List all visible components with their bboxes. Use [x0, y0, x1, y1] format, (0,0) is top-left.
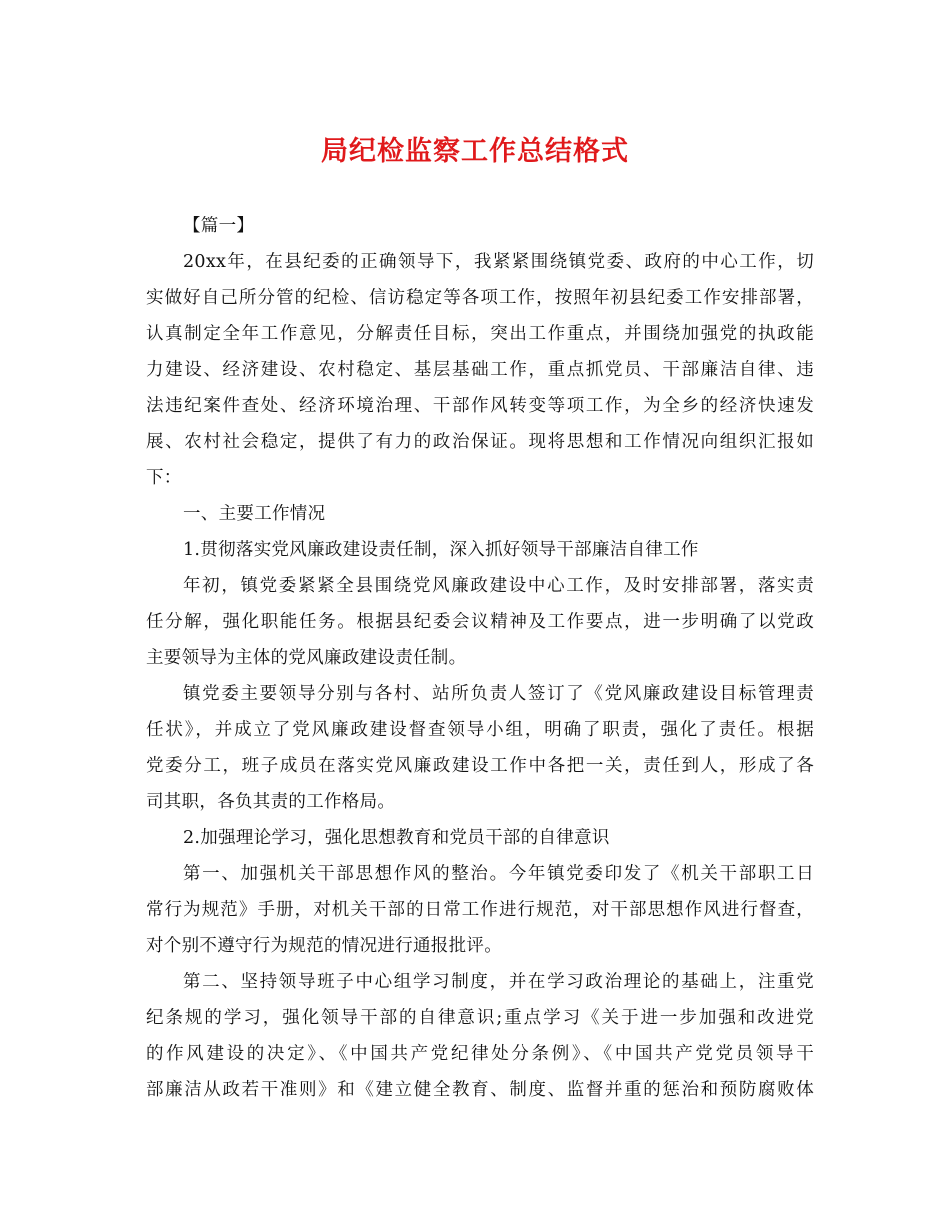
text-line: 法违纪案件查处、经济环境治理、干部作风转变等项工作，为全乡的经济快速发: [146, 396, 814, 416]
text-line: 第二、坚持领导班子中心组学习制度，并在学习政治理论的基础上，注重党: [183, 972, 814, 992]
text-line: 对个别不遵守行为规范的情况进行通报批评。: [146, 936, 502, 956]
document-title: 局纪检监察工作总结格式: [321, 136, 629, 167]
text-line: 展、农村社会稳定，提供了有力的政治保证。现将思想和工作情况向组织汇报如: [146, 432, 814, 452]
text-line: 镇党委主要领导分别与各村、站所负责人签订了《党风廉政建设目标管理责: [183, 684, 814, 704]
text-line: 20xx年，在县纪委的正确领导下，我紧紧围绕镇党委、政府的中心工作，切: [183, 252, 814, 272]
text-line: 的作风建设的决定》、《中国共产党纪律处分条例》、《中国共产党党员领导干: [146, 1044, 814, 1064]
text-line: 一、主要工作情况: [183, 504, 326, 524]
text-line: 任分解，强化职能任务。根据县纪委会议精神及工作要点，进一步明确了以党政: [146, 612, 814, 632]
text-line: 1.贯彻落实党风廉政建设责任制，深入抓好领导干部廉洁自律工作: [183, 540, 699, 560]
text-line: 主要领导为主体的党风廉政建设责任制。: [146, 648, 467, 668]
text-line: 【篇一】: [183, 216, 255, 236]
text-line: 常行为规范》手册，对机关干部的日常工作进行规范，对干部思想作风进行督查，: [146, 900, 814, 920]
text-line: 司其职，各负其责的工作格局。: [146, 792, 396, 812]
text-line: 实做好自己所分管的纪检、信访稳定等各项工作，按照年初县纪委工作安排部署，: [146, 288, 814, 308]
text-line: 党委分工，班子成员在落实党风廉政建设工作中各把一关，责任到人，形成了各: [146, 756, 814, 776]
text-line: 第一、加强机关干部思想作风的整治。今年镇党委印发了《机关干部职工日: [183, 864, 814, 884]
text-line: 任状》，并成立了党风廉政建设督查领导小组，明确了职责，强化了责任。根据: [146, 720, 814, 740]
text-line: 认真制定全年工作意见，分解责任目标，突出工作重点，并围绕加强党的执政能: [146, 324, 814, 344]
text-line: 力建设、经济建设、农村稳定、基层基础工作，重点抓党员、干部廉洁自律、违: [146, 360, 814, 380]
text-line: 下：: [146, 468, 182, 488]
document-body: [146, 208, 814, 1108]
text-line: 年初，镇党委紧紧全县围绕党风廉政建设中心工作，及时安排部署，落实责: [183, 576, 814, 596]
text-line: 2.加强理论学习，强化思想教育和党员干部的自律意识: [183, 828, 610, 848]
text-line: 纪条规的学习，强化领导干部的自律意识;重点学习《关于进一步加强和改进党: [146, 1008, 814, 1028]
text-line: 部廉洁从政若干准则》和《建立健全教育、制度、监督并重的惩治和预防腐败体: [146, 1080, 814, 1100]
